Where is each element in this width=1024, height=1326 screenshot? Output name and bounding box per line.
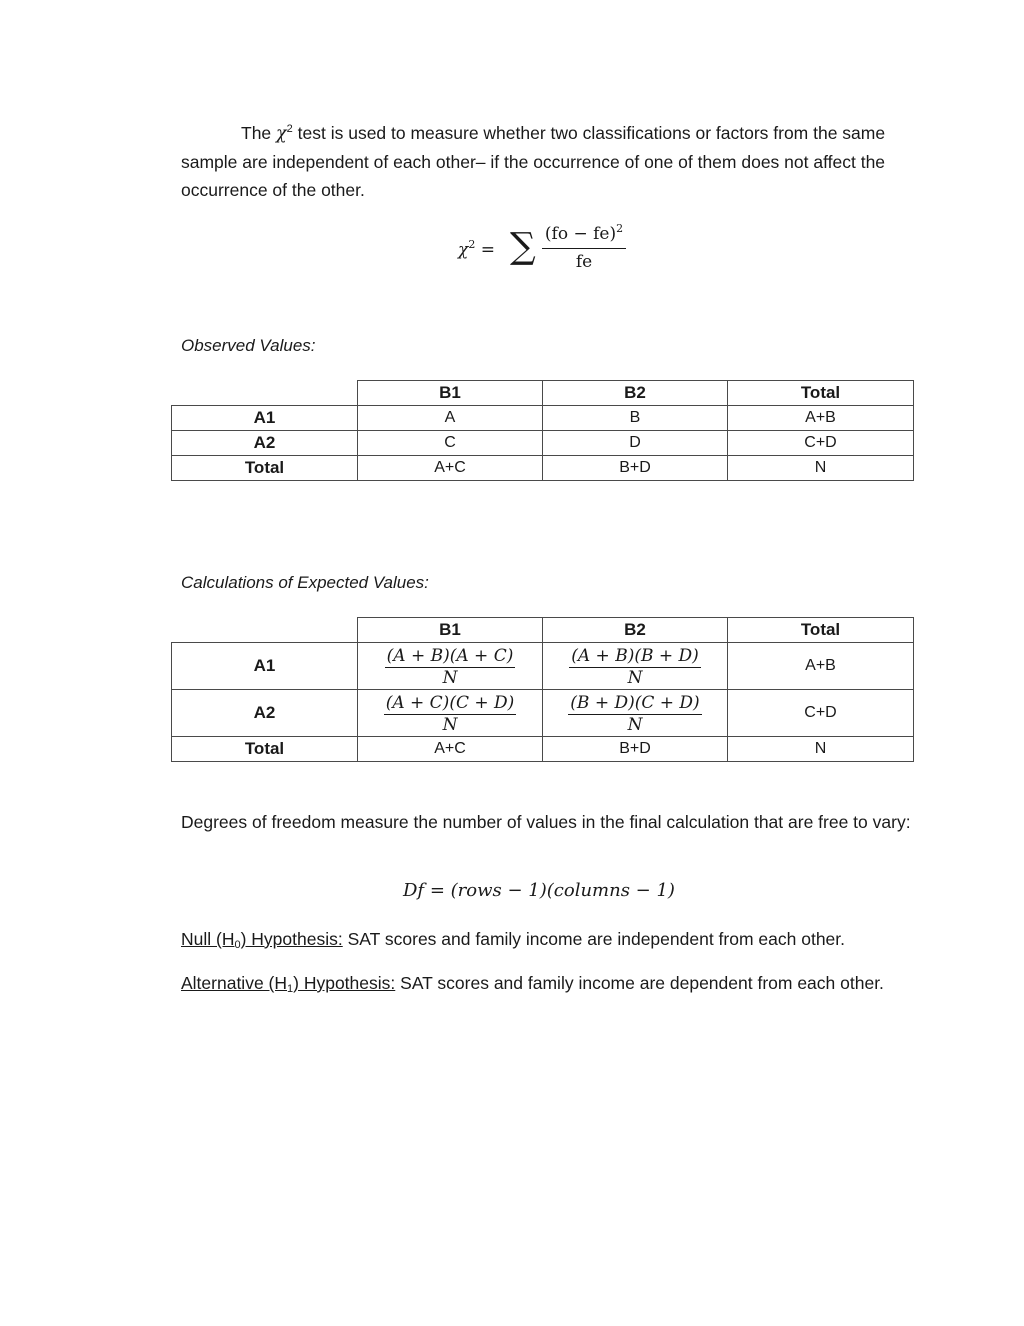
fraction-denominator: N bbox=[442, 715, 458, 733]
null-hypothesis-label: Null $(H_0)$ Hypothesis: bbox=[181, 929, 343, 951]
formula-denominator: fe bbox=[575, 252, 593, 272]
table-cell bbox=[358, 690, 543, 737]
row-header: Total bbox=[172, 737, 358, 762]
expected-fraction bbox=[384, 693, 517, 733]
table-header-row bbox=[172, 381, 914, 406]
table-cell: A+B bbox=[728, 406, 914, 431]
intro-paragraph bbox=[181, 119, 916, 204]
column-header: B2 bbox=[543, 618, 728, 643]
null-hypothesis-text: SAT scores and family income are independent from each other. bbox=[347, 929, 846, 949]
sum-symbol: ∑ bbox=[510, 226, 536, 267]
table-cell: C bbox=[358, 431, 543, 456]
row-header: A1 bbox=[172, 643, 358, 690]
df-rhs: (rows − 1)(columns − 1) bbox=[450, 880, 675, 901]
degrees-of-freedom-formula bbox=[403, 880, 675, 901]
column-header: Total bbox=[728, 381, 914, 406]
formula-lhs: $\chi^2$ = bbox=[458, 238, 495, 260]
fraction-numerator: (A + B)(B + D) bbox=[571, 646, 699, 666]
table-cell: A+B bbox=[728, 643, 914, 690]
row-header: A2 bbox=[172, 690, 358, 737]
row-header: Total bbox=[172, 456, 358, 481]
expected-values-label: Calculations of Expected Values: bbox=[181, 573, 429, 592]
fraction-denominator: N bbox=[627, 668, 643, 686]
table-row bbox=[172, 690, 914, 737]
intro-text-rest: test is used to measure whether two classifications or factors from the same sample are independent of each other– if the occurrence of one of them does not affect the occurrence of the other. bbox=[181, 123, 886, 200]
table-cell bbox=[543, 690, 728, 737]
expected-fraction bbox=[568, 693, 701, 733]
table-cell: N bbox=[728, 456, 914, 481]
column-header: Total bbox=[728, 618, 914, 643]
column-header: B2 bbox=[543, 381, 728, 406]
table-row bbox=[172, 737, 914, 762]
observed-values-label: Observed Values: bbox=[181, 336, 316, 355]
table-cell: A bbox=[358, 406, 543, 431]
table-cell: N bbox=[728, 737, 914, 762]
row-header: A1 bbox=[172, 406, 358, 431]
fraction-denominator: N bbox=[627, 715, 643, 733]
row-header: A2 bbox=[172, 431, 358, 456]
formula-numerator: (fo − fe)$^2$ bbox=[542, 220, 626, 249]
table-cell: D bbox=[543, 431, 728, 456]
df-equals: = bbox=[429, 880, 445, 901]
table-cell: C+D bbox=[728, 431, 914, 456]
expected-values-table bbox=[171, 617, 914, 762]
column-header: B1 bbox=[358, 381, 543, 406]
fraction-denominator: N bbox=[442, 668, 458, 686]
intro-text-start: The bbox=[241, 123, 272, 143]
alternative-hypothesis-text: SAT scores and family income are dependent from each other. bbox=[400, 973, 884, 993]
fraction-numerator: (A + C)(C + D) bbox=[385, 693, 515, 713]
table-row bbox=[172, 456, 914, 481]
table-cell: A+C bbox=[358, 737, 543, 762]
observed-values-table bbox=[171, 380, 914, 481]
table-row bbox=[172, 406, 914, 431]
table-row bbox=[172, 431, 914, 456]
formula-fraction bbox=[542, 220, 626, 275]
table-cell: A+C bbox=[358, 456, 543, 481]
empty-corner-cell bbox=[172, 381, 358, 406]
table-cell: B+D bbox=[543, 737, 728, 762]
column-header: B1 bbox=[358, 618, 543, 643]
degrees-of-freedom-paragraph: Degrees of freedom measure the number of values in the final calculation that are free to vary: bbox=[181, 812, 911, 832]
empty-corner-cell bbox=[172, 618, 358, 643]
chi-power: 2 bbox=[286, 123, 293, 135]
fraction-numerator: (B + D)(C + D) bbox=[570, 693, 700, 713]
df-lhs: Df bbox=[403, 880, 425, 901]
alternative-hypothesis-label: Alternative $(H_1)$ Hypothesis: bbox=[181, 973, 396, 995]
expected-fraction bbox=[569, 646, 701, 686]
null-hypothesis bbox=[181, 925, 916, 953]
table-cell: B bbox=[543, 406, 728, 431]
expected-fraction bbox=[385, 646, 516, 686]
alternative-hypothesis bbox=[181, 969, 916, 997]
table-cell: B+D bbox=[543, 456, 728, 481]
table-row bbox=[172, 643, 914, 690]
table-cell bbox=[543, 643, 728, 690]
table-cell: C+D bbox=[728, 690, 914, 737]
fraction-numerator: (A + B)(A + C) bbox=[386, 646, 514, 666]
chi-symbol: χ bbox=[276, 124, 287, 144]
table-header-row bbox=[172, 618, 914, 643]
table-cell bbox=[358, 643, 543, 690]
